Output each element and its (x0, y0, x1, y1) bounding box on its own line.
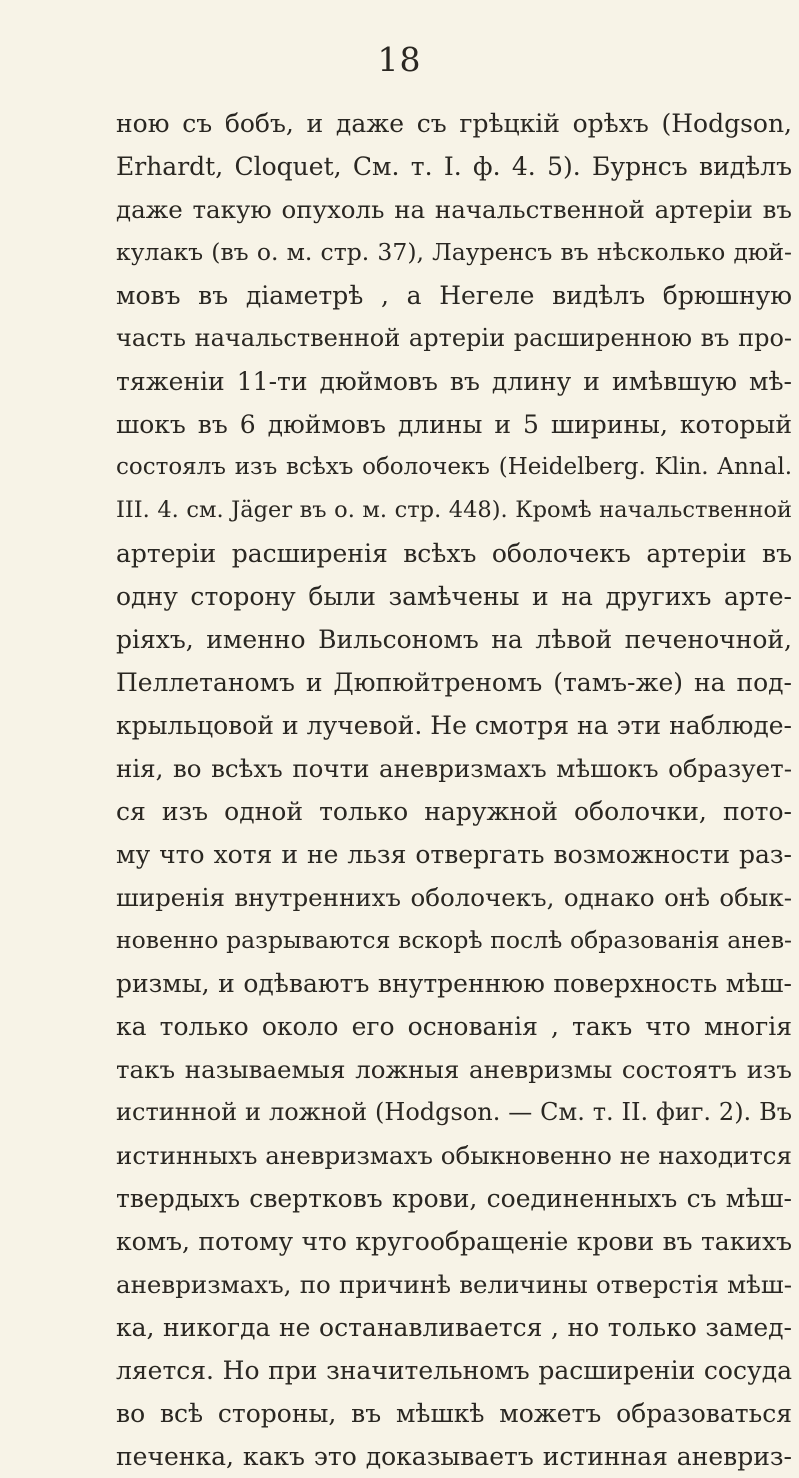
text-line: во всѣ стороны, въ мѣшкѣ можетъ образоваться (116, 1399, 792, 1428)
text-line: Пеллетаномъ и Дюпюйтреномъ (тамъ-же) на под- (116, 668, 792, 697)
text-line: печенка, какъ это доказываетъ истинная аневриз- (116, 1442, 792, 1471)
text-line: комъ, потому что кругообращеніе крови въ такихъ (116, 1227, 792, 1256)
text-line: ляется. Но при значительномъ расширеніи сосуда (116, 1356, 792, 1385)
text-line: нія, во всѣхъ почти аневризмахъ мѣшокъ образует- (116, 754, 792, 783)
text-line: Erhardt, Cloquet, См. т. I. ф. 4. 5). Бурнсъ видѣлъ (116, 152, 792, 181)
text-line: тяженіи 11-ти дюймовъ въ длину и имѣвшую мѣ- (116, 367, 792, 396)
text-line: истинной и ложной (Hodgson. — См. т. II. фиг. 2). Въ (116, 1098, 792, 1126)
text-line: часть начальственной артеріи расширенною въ про- (116, 324, 792, 352)
text-line: крыльцовой и лучевой. Не смотря на эти наблюде- (116, 711, 792, 740)
body-text (116, 102, 792, 1478)
text-line: одну сторону были замѣчены и на другихъ арте- (116, 582, 792, 611)
text-line: ріяхъ, именно Вильсономъ на лѣвой печеночной, (116, 625, 792, 654)
page-number: 18 (377, 40, 422, 79)
text-line: мовъ въ діаметрѣ , а Негеле видѣлъ брюшную (116, 281, 792, 310)
text-line: такъ называемыя ложныя аневризмы состоятъ изъ (116, 1055, 792, 1084)
text-line: ною съ бобъ, и даже съ грѣцкій орѣхъ (Hodgson, (116, 109, 792, 138)
text-line: новенно разрываются вскорѣ послѣ образованія анев- (116, 926, 792, 954)
text-line: состоялъ изъ всѣхъ оболочекъ (Heidelberg. Klin. Annal. (116, 454, 792, 480)
text-line: твердыхъ свертковъ крови, соединенныхъ съ мѣш- (116, 1184, 792, 1213)
text-line: III. 4. см. Jäger въ о. м. стр. 448). Кромѣ начальственной (116, 497, 792, 523)
text-line: кулакъ (въ о. м. стр. 37), Лауренсъ въ нѣсколько дюй- (116, 238, 792, 266)
text-line: артеріи расширенія всѣхъ оболочекъ артеріи въ (116, 539, 792, 568)
text-line: ширенія внутреннихъ оболочекъ, однако онѣ обык- (116, 883, 792, 912)
text-line: ризмы, и одѣваютъ внутреннюю поверхность мѣш- (116, 969, 792, 998)
text-line: му что хотя и не льзя отвергать возможности раз- (116, 840, 792, 869)
text-line: ка, никогда не останавливается , но только замед- (116, 1313, 792, 1342)
text-line: истинныхъ аневризмахъ обыкновенно не находится (116, 1141, 792, 1170)
text-line: даже такую опухоль на начальственной артеріи въ (116, 195, 792, 224)
text-line: ка только около его основанія , такъ что многія (116, 1012, 792, 1041)
text-line: шокъ въ 6 дюймовъ длины и 5 ширины, который (116, 410, 792, 439)
text-line: ся изъ одной только наружной оболочки, пото- (116, 797, 792, 826)
text-line: аневризмахъ, по причинѣ величины отверстія мѣш- (116, 1270, 792, 1299)
